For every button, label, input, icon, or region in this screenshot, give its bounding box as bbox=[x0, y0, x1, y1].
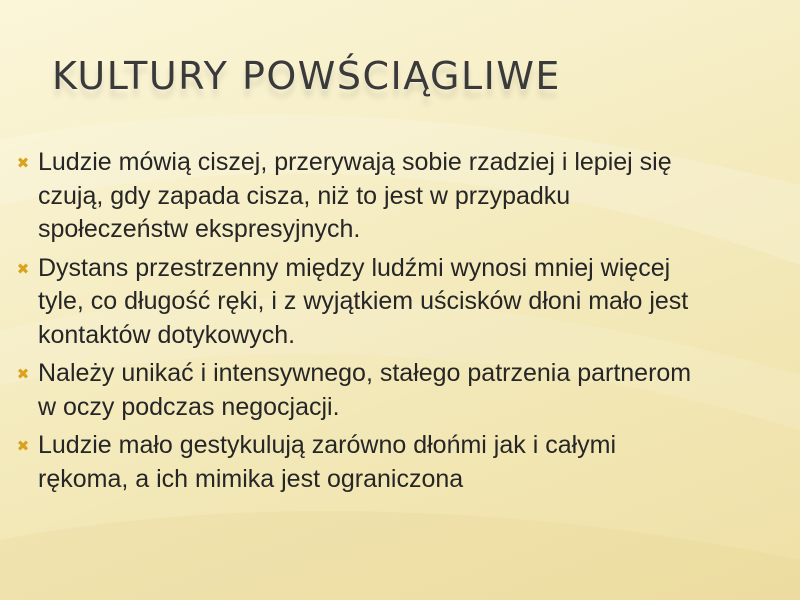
bullet-text: Należy unikać i intensywnego, stałego patrzenia partnerom w oczy podczas negocjacji. bbox=[38, 359, 692, 421]
bullet-item bbox=[8, 357, 698, 424]
x-bullet-icon: ✖ bbox=[16, 365, 30, 383]
x-bullet-icon: ✖ bbox=[16, 259, 30, 278]
bullet-item bbox=[8, 429, 698, 496]
x-bullet-icon: ✖ bbox=[16, 437, 30, 455]
bullet-item bbox=[8, 146, 698, 247]
x-bullet-icon: ✖ bbox=[16, 154, 30, 172]
bullet-text: Ludzie mało gestykulują zarówno dłońmi jak i całymi rękoma, a ich mimika jest ograniczona bbox=[38, 431, 617, 493]
bullet-list bbox=[8, 146, 698, 501]
bullet-text: Dystans przestrzenny między ludźmi wynosi mniej więcej tyle, co długość ręki, i z wyjątkiem uścisków dłoni mało jest kontaktów dotykowych. bbox=[38, 253, 689, 349]
bullet-text: Ludzie mówią ciszej, przerywają sobie rzadziej i lepiej się czują, gdy zapada cisza, niż to jest w przypadku społeczeństw ekspresyjnych. bbox=[38, 148, 672, 243]
bullet-item bbox=[8, 252, 698, 353]
slide-title: KULTURY POWŚCIĄGLIWE bbox=[52, 54, 561, 98]
